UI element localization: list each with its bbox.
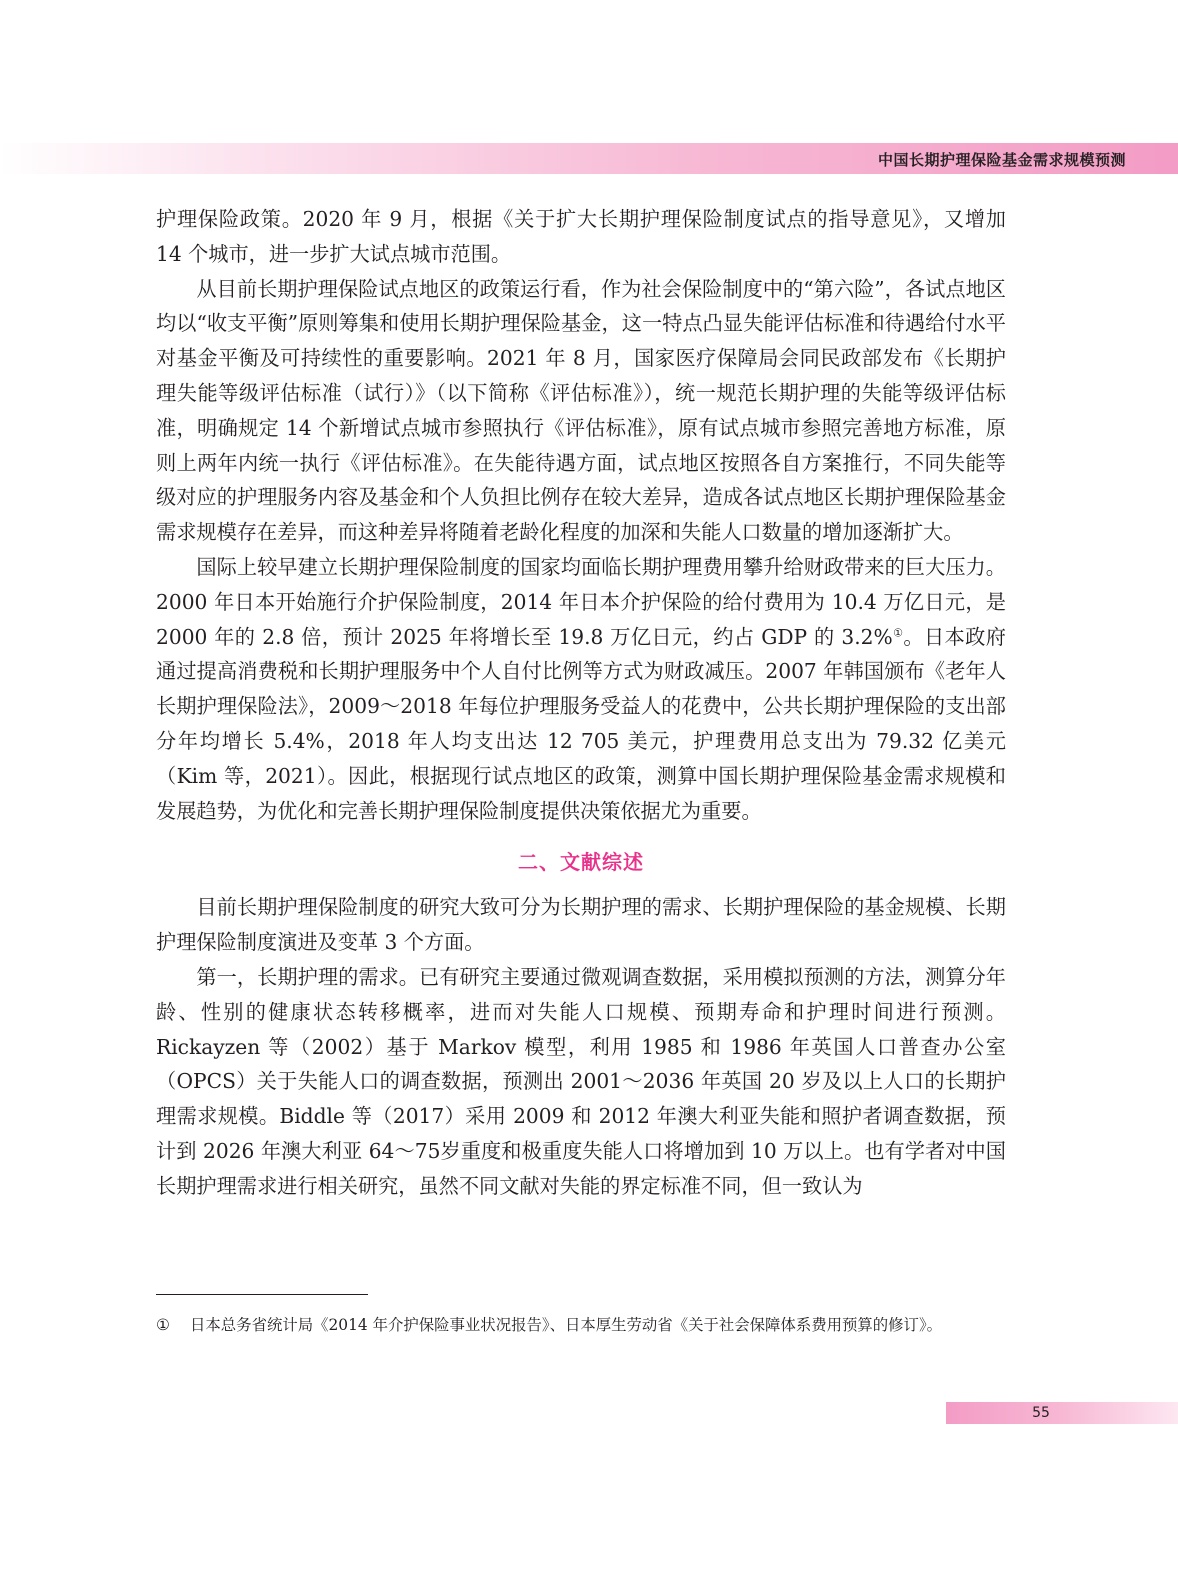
running-header-title: 中国长期护理保险基金需求规模预测	[877, 151, 1126, 169]
paragraph-5: 第一，长期护理的需求。已有研究主要通过微观调查数据，采用模拟预测的方法，测算分年龄、性别的健康状态转移概率，进而对失能人口规模、预期寿命和护理时间进行预测。Rickayzen 等（2002）基于 Markov 模型，利用 1985 和 1986 年英国人口普查办公室（OPCS）关于失能人口的调查数据，预测出 2001～2036 年英国 20 岁及以上人口的长期护理需求规模。Biddle 等（2017）采用 2009 和 2012 年澳大利亚失能和照护者调查数据，预计到 2026 年澳大利亚 64～75岁重度和极重度失能人口将增加到 10 万以上。也有学者对中国长期护理需求进行相关研究，虽然不同文献对失能的界定标准不同，但一致认为	[156, 964, 1006, 1198]
footnote-divider	[156, 1294, 368, 1295]
paragraph-2: 从目前长期护理保险试点地区的政策运行看，作为社会保险制度中的“第六险”，各试点地区均以“收支平衡”原则筹集和使用长期护理保险基金，这一特点凸显失能评估标准和待遇给付水平对基金平衡及可持续性的重要影响。2021 年 8 月，国家医疗保障局会同民政部发布《长期护理失能等级评估标准（试行）》（以下简称《评估标准》），统一规范长期护理的失能等级评估标准，明确规定 14 个新增试点城市参照执行《评估标准》，原有试点城市参照完善地方标准，原则上两年内统一执行《评估标准》。在失能待遇方面，试点地区按照各自方案推行，不同失能等级对应的护理服务内容及基金和个人负担比例存在较大差异，造成各试点地区长期护理保险基金需求规模存在差异，而这种差异将随着老龄化程度的加深和失能人口数量的增加逐渐扩大。	[156, 276, 1006, 545]
footnote-text: 日本总务省统计局《2014 年介护保险事业状况报告》、日本厚生劳动省《关于社会保障体系费用预算的修订》。	[190, 1316, 943, 1334]
section-heading: 二、文献综述	[518, 850, 644, 875]
footnote-reference[interactable]: ①	[892, 625, 904, 639]
footnote	[156, 1312, 1006, 1339]
page-number: 55	[1032, 1405, 1050, 1421]
footnote-mark: ①	[156, 1316, 170, 1334]
paragraph-3-part-1: 国际上较早建立长期护理保险制度的国家均面临长期护理费用攀升给财政带来的巨大压力。2000 年日本开始施行介护保险制度，2014 年日本介护保险的给付费用为 10.4 万亿日元，是 2000 年的 2.8 倍，预计 2025 年将增长至 19.8 万亿日元，约占 GDP 的 3.2%	[156, 554, 1006, 649]
paragraph-3	[156, 550, 1006, 828]
paragraph-1: 护理保险政策。2020 年 9 月，根据《关于扩大长期护理保险制度试点的指导意见》，又增加 14 个城市，进一步扩大试点城市范围。	[156, 207, 1006, 266]
paragraph-3-part-2: 。日本政府通过提高消费税和长期护理服务中个人自付比例等方式为财政减压。2007 年韩国颁布《老年人长期护理保险法》，2009～2018 年每位护理服务受益人的花费中，公共长期护理保险的支出部分年均增长 5.4%，2018 年人均支出达 12 705 美元，护理费用总支出为 79.32 亿美元（Kim 等，2021）。因此，根据现行试点地区的政策，测算中国长期护理保险基金需求规模和发展趋势，为优化和完善长期护理保险制度提供决策依据尤为重要。	[156, 624, 1006, 823]
main-body	[156, 202, 1006, 1204]
paragraph-4: 目前长期护理保险制度的研究大致可分为长期护理的需求、长期护理保险的基金规模、长期护理保险制度演进及变革 3 个方面。	[156, 895, 1006, 955]
